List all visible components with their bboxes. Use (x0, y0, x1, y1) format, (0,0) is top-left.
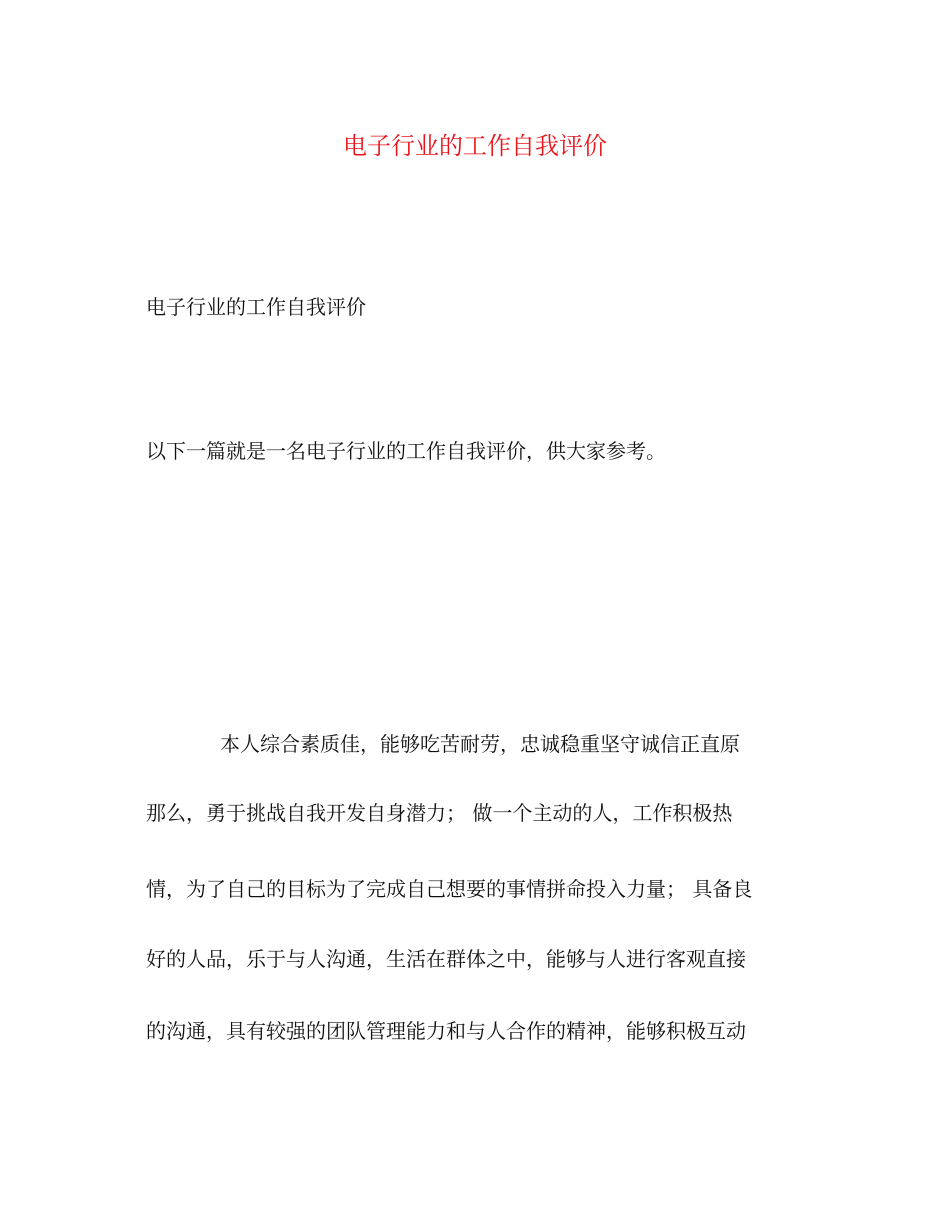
body-line: 的沟通，具有较强的团队管理能力和与人合作的精神，能够积极互动 (146, 1019, 746, 1043)
body-line: 好的人品，乐于与人沟通，生活在群体之中，能够与人进行客观直接 (146, 947, 746, 971)
body-line: 情，为了自己的目标为了完成自己想要的事情拼命投入力量； 具备良 (146, 877, 753, 901)
body-line: 那么，勇于挑战自我开发自身潜力； 做一个主动的人，工作积极热 (146, 801, 733, 825)
document-title: 电子行业的工作自我评价 (343, 132, 607, 160)
document-subtitle: 电子行业的工作自我评价 (146, 295, 366, 319)
intro-paragraph: 以下一篇就是一名电子行业的工作自我评价，供大家参考。 (146, 439, 666, 463)
body-line: 本人综合素质佳，能够吃苦耐劳，忠诚稳重坚守诚信正直原 (220, 732, 740, 756)
